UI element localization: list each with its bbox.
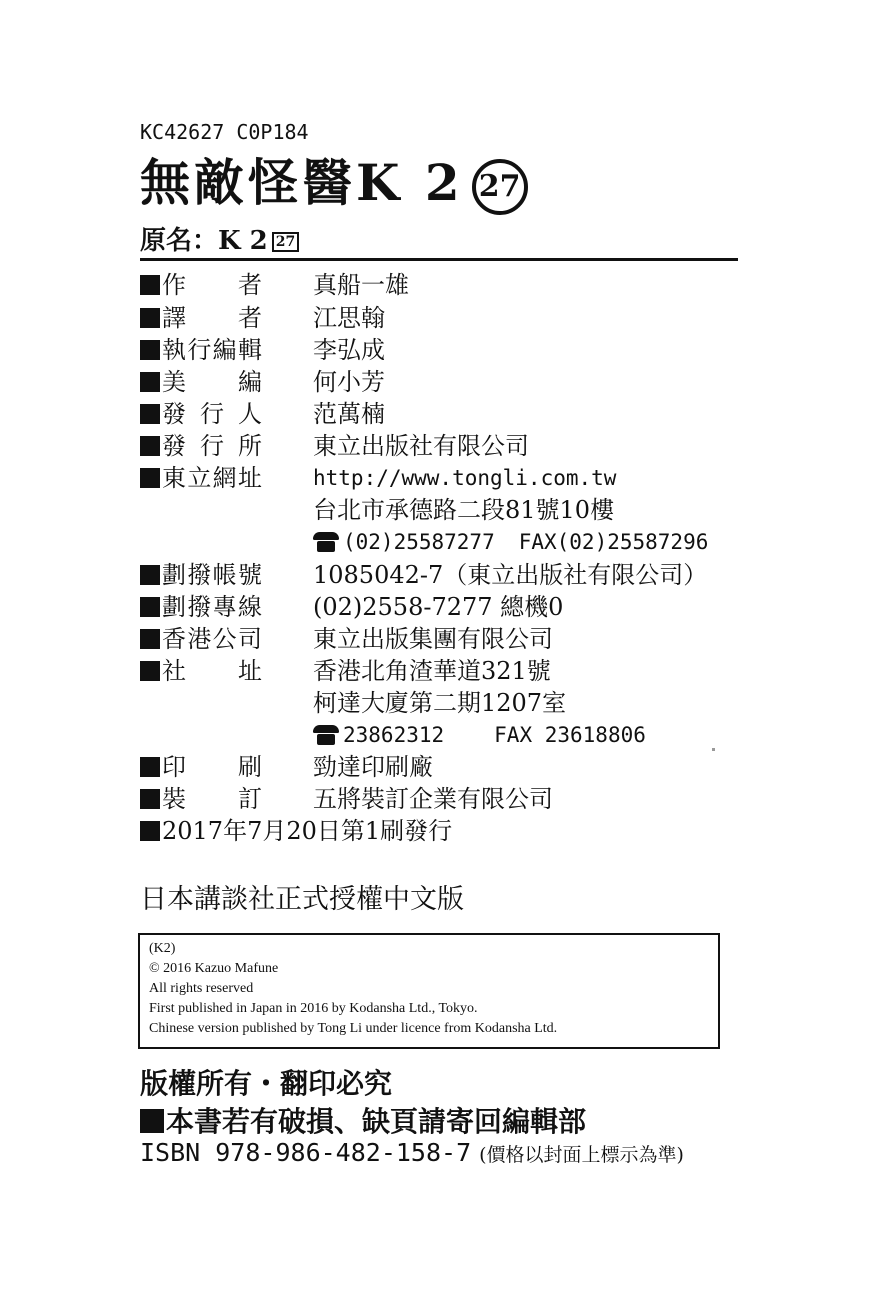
credit-value: 范萬楠 xyxy=(313,400,385,428)
bullet-square xyxy=(140,821,160,841)
bullet-square xyxy=(140,340,160,360)
print-value: 五將裝訂企業有限公司 xyxy=(313,785,553,813)
bullet-square xyxy=(140,1109,164,1133)
info-label: 劃撥專線 xyxy=(162,593,262,621)
credit-value: 真船一雄 xyxy=(313,271,409,299)
product-code: KC42627 C0P184 xyxy=(140,120,309,144)
credit-label: 譯者 xyxy=(162,304,262,332)
bullet-square xyxy=(140,436,160,456)
credit-label: 發行所 xyxy=(162,432,262,460)
divider-line xyxy=(140,258,738,261)
credit-value: 東立出版社有限公司 xyxy=(313,432,529,460)
license-line: © 2016 Kazuo Mafune xyxy=(149,961,279,976)
speck xyxy=(712,748,715,751)
damage-notice: 本書若有破損、缺頁請寄回編輯部 xyxy=(166,1105,587,1138)
volume-number: 27 xyxy=(472,159,528,215)
original-title xyxy=(140,220,299,257)
bullet-square xyxy=(140,308,160,328)
print-label: 裝訂 xyxy=(162,785,262,813)
info-label: 香港公司 xyxy=(162,625,262,653)
publish-date: 2017年7月20日第1刷發行 xyxy=(162,817,453,845)
price-note: (價格以封面上標示為準) xyxy=(479,1144,684,1166)
bullet-square xyxy=(140,468,160,488)
license-line: (K2) xyxy=(149,941,176,956)
phone-icon xyxy=(313,532,339,552)
tongli-address: 台北市承德路二段81號10樓 xyxy=(313,496,615,524)
bullet-square xyxy=(140,275,160,295)
date-row xyxy=(140,816,452,846)
info-value: 東立出版集團有限公司 xyxy=(313,625,553,653)
license-box xyxy=(138,933,720,1049)
hk-fax: FAX 23618806 xyxy=(494,723,646,747)
credit-label: 美編 xyxy=(162,368,262,396)
isbn-row xyxy=(140,1138,684,1167)
damage-notice-row xyxy=(140,1100,586,1140)
tongli-fax: FAX(02)25587296 xyxy=(518,530,709,554)
credit-value: 李弘成 xyxy=(313,336,385,364)
bullet-square xyxy=(140,757,160,777)
info-value: (02)2558-7277 總機0 xyxy=(313,593,564,621)
title-text: 無敵怪醫K 2 xyxy=(140,153,464,212)
hk-address-line-2: 柯達大廈第二期1207室 xyxy=(313,689,567,717)
bullet-square xyxy=(140,597,160,617)
bullet-square xyxy=(140,565,160,585)
license-line: Chinese version published by Tong Li under licence from Kodansha Ltd. xyxy=(149,1021,558,1036)
hk-phone: 23862312 xyxy=(343,723,445,747)
bullet-square xyxy=(140,789,160,809)
credit-label: 東立網址 xyxy=(162,464,262,492)
book-title xyxy=(140,155,528,215)
print-value: 勁達印刷廠 xyxy=(313,753,433,781)
print-label: 印刷 xyxy=(162,753,262,781)
bullet-square xyxy=(140,629,160,649)
website-url: http://www.tongli.com.tw xyxy=(313,466,617,490)
credit-label: 作者 xyxy=(162,271,262,299)
tongli-phone: (02)25587277 xyxy=(343,530,495,554)
credit-label: 執行編輯 xyxy=(162,336,262,364)
info-label: 社址 xyxy=(162,657,262,685)
credit-value: 何小芳 xyxy=(313,368,385,396)
phone-icon xyxy=(313,725,339,745)
rights-notice: 版權所有・翻印必究 xyxy=(140,1067,393,1100)
info-value: 香港北角渣華道321號 xyxy=(313,657,551,685)
bullet-square xyxy=(140,661,160,681)
original-title-text: 原名：K 2 xyxy=(140,226,268,256)
bullet-square xyxy=(140,404,160,424)
bullet-square xyxy=(140,372,160,392)
info-label: 劃撥帳號 xyxy=(162,561,262,589)
credit-value: 江思翰 xyxy=(313,304,385,332)
authorized-edition: 日本講談社正式授權中文版 xyxy=(140,884,464,915)
original-volume: 27 xyxy=(272,232,299,252)
license-line: All rights reserved xyxy=(149,981,254,996)
info-value: 1085042-7（東立出版社有限公司） xyxy=(313,561,708,589)
credit-label: 發行人 xyxy=(162,400,262,428)
isbn: ISBN 978-986-482-158-7 xyxy=(140,1138,472,1167)
license-line: First published in Japan in 2016 by Kodansha Ltd., Tokyo. xyxy=(149,1001,478,1016)
